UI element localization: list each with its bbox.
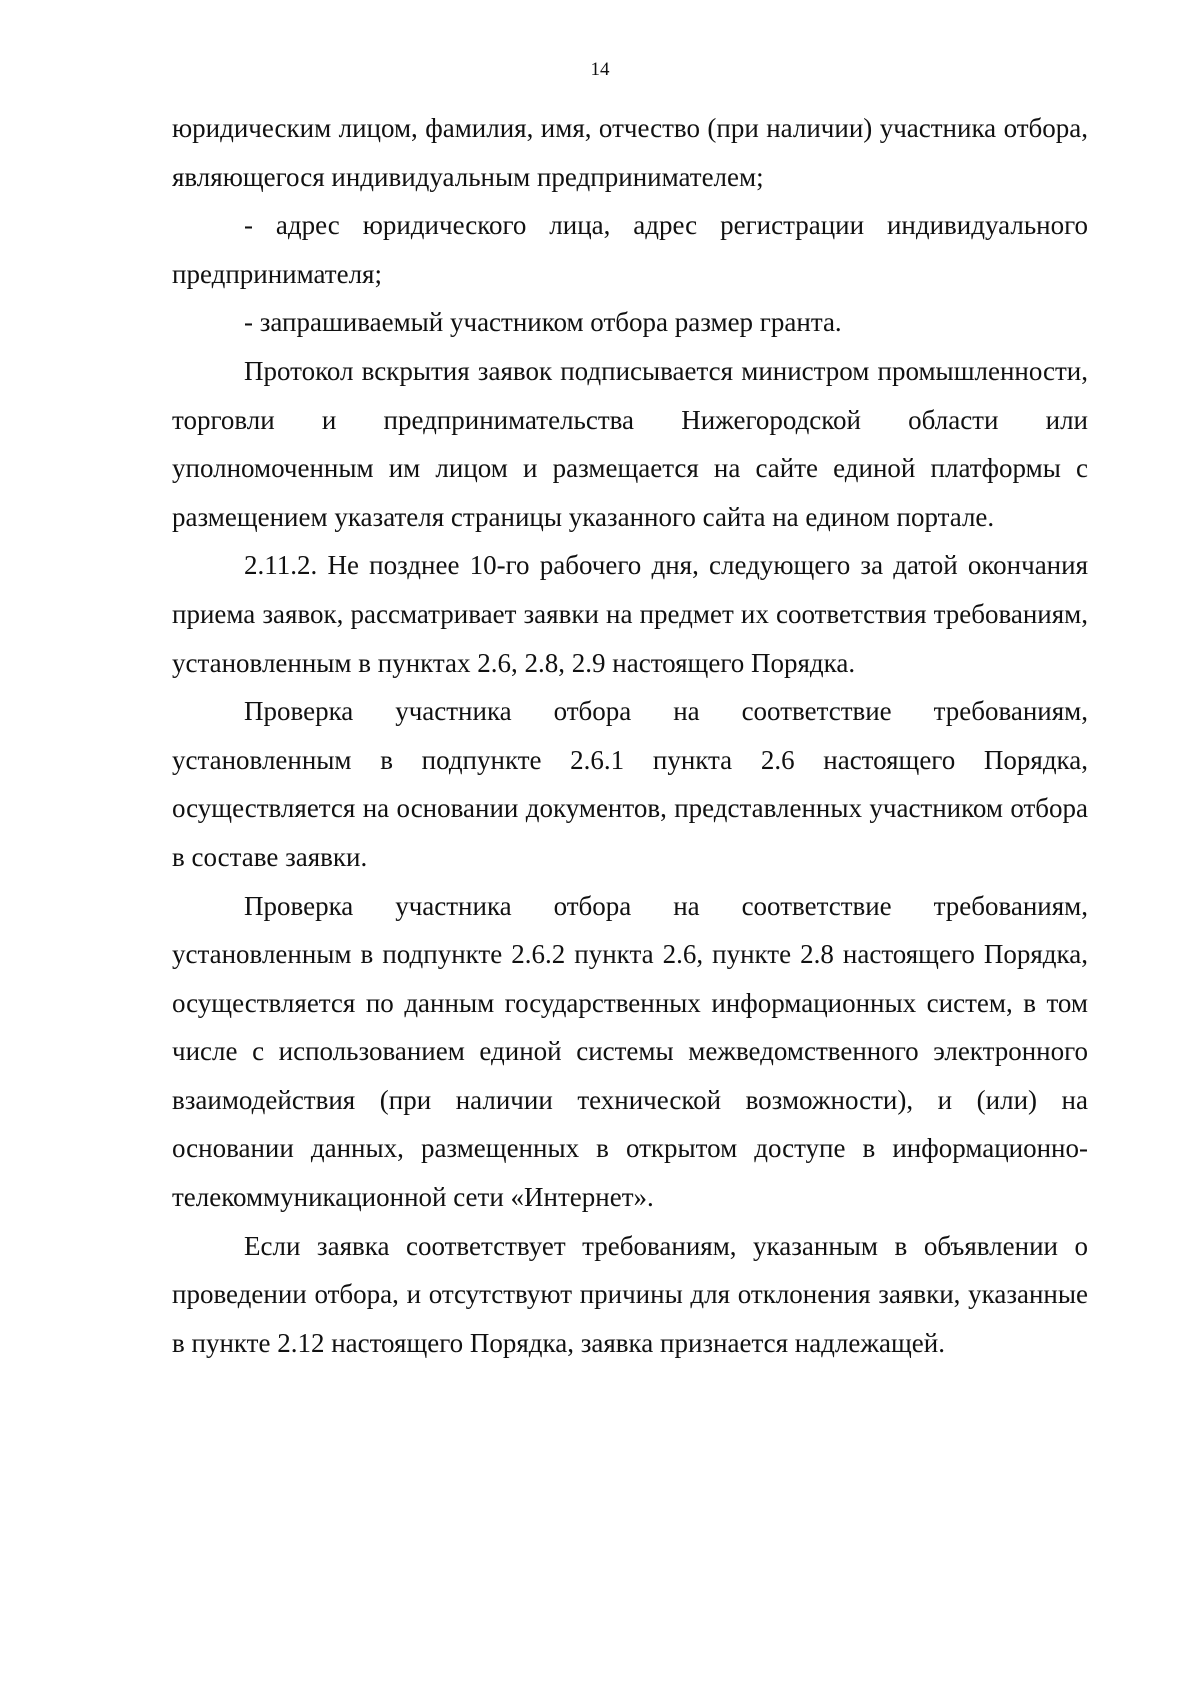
paragraph-applicant-name: юридическим лицом, фамилия, имя, отчество (при наличии) участника отбора, являющегося индивидуальным предпринимателем; [172,113,1088,192]
document-body [172,104,1088,1367]
paragraph-application-proper: Если заявка соответствует требованиям, указанным в объявлении о проведении отбора, и отсутствуют причины для отклонения заявки, указанные в пункте 2.12 настоящего Порядка, заявка признается надлежащей. [172,1230,1088,1358]
page-number: 14 [590,59,610,80]
paragraph-grant-amount-item: - запрашиваемый участником отбора размер гранта. [244,307,842,338]
paragraph-opening-protocol: Протокол вскрытия заявок подписывается министром промышленности, торговли и предпринимательства Нижегородской области или уполномоченным им лицом и размещается на сайте единой платформы с размещением указателя страницы указанного сайта на едином портале. [172,355,1088,532]
paragraph-check-2-6-2: Проверка участника отбора на соответствие требованиям, установленным в подпункте 2.6.2 пункта 2.6, пункте 2.8 настоящего Порядка, осуществляется по данным государственных информационных систем, в том числе с использованием единой системы межведомственного электронного взаимодействия (при наличии технической возможности), и (или) на основании данных, размещенных в открытом доступе в информационно-телекоммуникационной сети «Интернет». [172,890,1088,1213]
paragraph-address-item: - адрес юридического лица, адрес регистрации индивидуального предпринимателя; [172,210,1088,289]
paragraph-section-2-11-2: 2.11.2. Не позднее 10-го рабочего дня, следующего за датой окончания приема заявок, рассматривает заявки на предмет их соответствия требованиям, установленным в пунктах 2.6, 2.8, 2.9 настоящего Порядка. [172,550,1088,678]
paragraph-check-2-6-1: Проверка участника отбора на соответствие требованиям, установленным в подпункте 2.6.1 пункта 2.6 настоящего Порядка, осуществляется на основании документов, представленных участником отбора в составе заявки. [172,696,1088,872]
